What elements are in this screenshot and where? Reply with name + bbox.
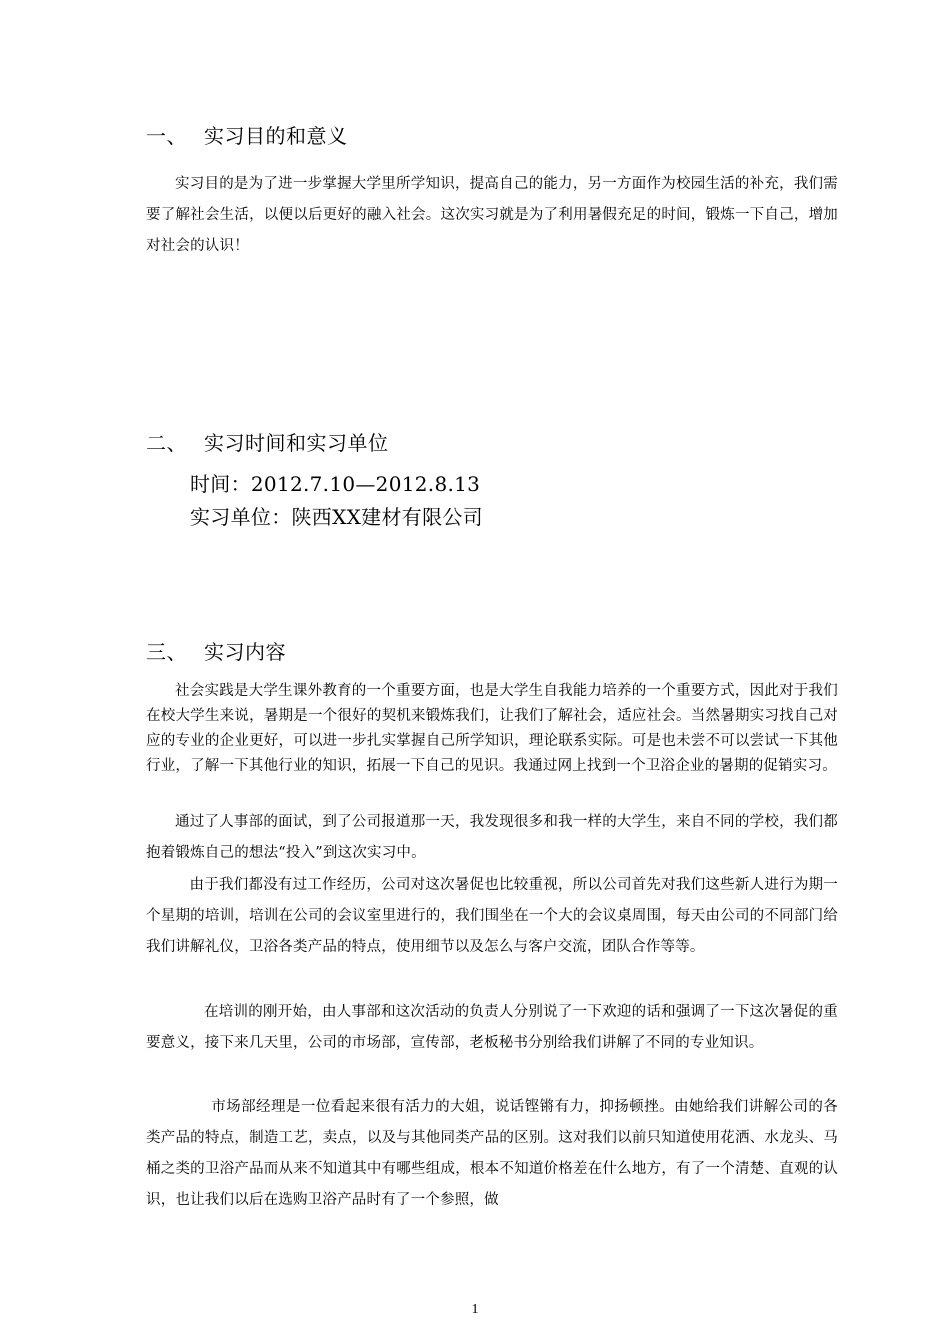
section-2-heading (146, 427, 389, 456)
section-1-heading (146, 120, 348, 149)
section-1-paragraph: 实习目的是为了进一步掌握大学里所学知识，提高自己的能力，另一方面作为校园生活的补充，我们需要了解社会生活，以便以后更好的融入社会。这次实习就是为了利用暑假充足的时间，锻炼一下自己，增加对社会的认识！ (146, 176, 838, 254)
section-3-heading (146, 636, 286, 665)
section-3-paragraph-2: 通过了人事部的面试，到了公司报道那一天，我发现很多和我一样的大学生，来自不同的学校，我们都抱着锻炼自己的想法“投入”到这次实习中。 (146, 814, 838, 861)
internship-time-line: 时间：2012.7.10—2012.8.13 (190, 472, 481, 496)
page-number: 1 (471, 1302, 479, 1317)
section-3-paragraph-4: 在培训的刚开始，由人事部和这次活动的负责人分别说了一下欢迎的话和强调了一下这次暑促的重要意义，接下来几天里，公司的市场部，宣传部，老板秘书分别给我们讲解了不同的专业知识。 (146, 1004, 838, 1051)
section-3-number: 三、 (146, 640, 187, 664)
section-3-paragraph-3: 由于我们都没有过工作经历，公司对这次暑促也比较重视，所以公司首先对我们这些新人进行为期一个星期的培训，培训在公司的会议室里进行的，我们围坐在一个大的会议桌周围，每天由公司的不同部门给我们讲解礼仪，卫浴各类产品的特点，使用细节以及怎么与客户交流，团队合作等等。 (146, 877, 838, 955)
section-2-number: 二、 (146, 431, 187, 455)
section-2-title: 实习时间和实习单位 (204, 431, 389, 455)
section-3-paragraph-1: 社会实践是大学生课外教育的一个重要方面，也是大学生自我能力培养的一个重要方式，因此对于我们在校大学生来说，暑期是一个很好的契机来锻炼我们，让我们了解社会，适应社会。当然暑期实习找自己对应的专业的企业更好，可以进一步扎实掌握自己所学知识，理论联系实际。可是也未尝不可以尝试一下其他行业，了解一下其他行业的知识，拓展一下自己的见识。我通过网上找到一个卫浴企业的暑期的促销实习。 (146, 683, 838, 774)
section-3-paragraph-5: 市场部经理是一位看起来很有活力的大姐，说话铿锵有力，抑扬顿挫。由她给我们讲解公司的各类产品的特点，制造工艺，卖点，以及与其他同类产品的区别。这对我们以前只知道使用花洒、水龙头、马桶之类的卫浴产品而从来不知道其中有哪些组成，根本不知道价格差在什么地方，有了一个清楚、直观的认识，也让我们以后在选购卫浴产品时有了一个参照，做 (146, 1099, 838, 1208)
section-1-number: 一、 (146, 124, 187, 148)
section-1-title: 实习目的和意义 (204, 124, 348, 148)
internship-unit-line: 实习单位：陕西XX建材有限公司 (190, 505, 483, 529)
section-3-title: 实习内容 (204, 640, 286, 664)
